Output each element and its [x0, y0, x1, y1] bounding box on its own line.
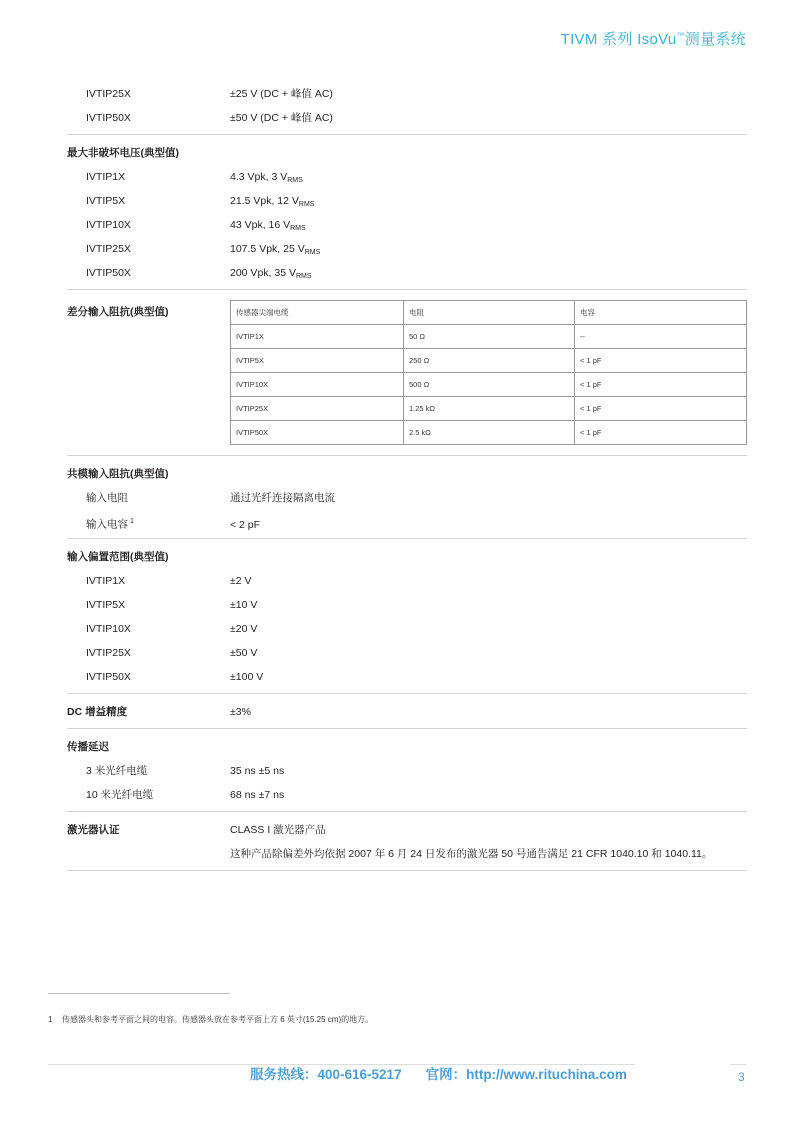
footnote	[48, 1014, 373, 1025]
column-header: 传感器尖端电缆	[231, 301, 404, 325]
spec-row	[67, 569, 747, 593]
spec-row	[67, 189, 747, 213]
table-cell: 500 Ω	[404, 373, 575, 397]
table-row	[231, 373, 747, 397]
row-value: ±20 V	[230, 623, 258, 635]
table-row	[231, 325, 747, 349]
table-cell: IVTIP25X	[231, 397, 404, 421]
row-label: IVTIP5X	[86, 599, 126, 611]
row-label: IVTIP10X	[86, 219, 131, 231]
footer-website-link[interactable]: 官网：http://www.rituchina.com	[425, 1067, 627, 1082]
section-title: 输入偏置范围(典型值)	[67, 551, 169, 563]
spec-row	[67, 486, 747, 510]
footnote-ref: 1	[130, 518, 134, 525]
row-label: 10 米光纤电缆	[86, 789, 154, 801]
spec-row	[67, 759, 747, 783]
table-header-row	[231, 301, 747, 325]
footer-divider-short	[730, 1064, 746, 1065]
spec-row	[67, 665, 747, 689]
spec-row	[67, 510, 747, 534]
row-label: IVTIP10X	[86, 623, 131, 635]
section-title: 差分输入阻抗(典型值)	[67, 306, 169, 318]
row-value: 4.3 Vpk, 3 $V_{RMS}$	[230, 171, 303, 184]
row-value: 21.5 Vpk, 12 $V_{RMS}$	[230, 195, 315, 208]
row-value: ±50 V	[230, 647, 258, 659]
spec-row	[67, 593, 747, 617]
table-cell: IVTIP10X	[231, 373, 404, 397]
table-cell: IVTIP50X	[231, 421, 404, 445]
trademark-mark: ™	[676, 31, 685, 40]
spec-row	[67, 106, 747, 130]
row-value: CLASS I 激光器产品	[230, 824, 326, 836]
page-header	[561, 28, 746, 49]
spec-row	[67, 783, 747, 807]
section-title: 最大非破坏电压(典型值)	[67, 147, 179, 159]
column-header: 电容	[575, 301, 747, 325]
common-impedance-section	[67, 456, 747, 539]
row-label: IVTIP1X	[86, 575, 126, 587]
row-value: ±50 V (DC + 峰值 AC)	[230, 112, 333, 124]
page-number: 3	[738, 1070, 745, 1084]
table-cell: 250 Ω	[404, 349, 575, 373]
diff-impedance-section	[67, 290, 747, 456]
table-cell: 2.5 kΩ	[404, 421, 575, 445]
input-range-section	[67, 82, 747, 135]
spec-row	[67, 641, 747, 665]
spec-table	[67, 82, 747, 871]
row-value: 107.5 Vpk, 25 $V_{RMS}$	[230, 243, 321, 256]
row-label: 输入电容 $^1$	[86, 518, 134, 531]
row-value: 35 ns ±5 ns	[230, 765, 285, 777]
table-cell: --	[575, 325, 747, 349]
laser-section	[67, 812, 747, 871]
row-value: 43 Vpk, 16 $V_{RMS}$	[230, 219, 306, 232]
row-label: IVTIP50X	[86, 671, 131, 683]
footer-contact	[250, 1063, 651, 1083]
row-label: IVTIP1X	[86, 171, 126, 183]
spec-row	[67, 818, 747, 842]
table-cell: 1.25 kΩ	[404, 397, 575, 421]
table-cell: < 1 pF	[575, 397, 747, 421]
footnote-text: 传感器头和参考平面之间的电容。传感器头放在参考平面上方 6 英寸(15.25 cm)的地方。	[62, 1015, 374, 1024]
table-cell: < 1 pF	[575, 349, 747, 373]
row-label: IVTIP25X	[86, 647, 131, 659]
footer-phone: 服务热线：400-616-5217	[250, 1067, 402, 1082]
table-row	[231, 397, 747, 421]
max-nondestruct-section	[67, 135, 747, 290]
propagation-section	[67, 729, 747, 812]
row-label: IVTIP50X	[86, 112, 131, 124]
row-label: DC 增益精度	[67, 706, 128, 718]
table-cell: IVTIP1X	[231, 325, 404, 349]
row-value: ±3%	[230, 706, 251, 718]
row-value: < 2 pF	[230, 518, 261, 531]
spec-row	[67, 82, 747, 106]
table-cell: < 1 pF	[575, 421, 747, 445]
spec-row	[67, 842, 747, 866]
table-cell: IVTIP5X	[231, 349, 404, 373]
row-value: ±100 V	[230, 671, 264, 683]
offset-range-section	[67, 539, 747, 694]
table-cell: 50 Ω	[404, 325, 575, 349]
row-value: ±10 V	[230, 599, 258, 611]
header-title: TIVM 系列 IsoVu	[560, 31, 677, 48]
section-title: 共模输入阻抗(典型值)	[67, 468, 169, 480]
row-label: 输入电阻	[86, 492, 128, 504]
impedance-table	[230, 300, 747, 445]
row-value: 这种产品除偏差外均依据 2007 年 6 月 24 日发布的激光器 50 号通告满足 21 CFR 1040.10 和 1040.11。	[230, 848, 713, 860]
dc-gain-section	[67, 694, 747, 729]
spec-row	[67, 165, 747, 189]
table-row	[231, 349, 747, 373]
spec-row	[67, 700, 747, 724]
column-header: 电阻	[404, 301, 575, 325]
row-label: IVTIP50X	[86, 267, 131, 279]
row-value: 200 Vpk, 35 $V_{RMS}$	[230, 267, 312, 280]
section-title: 传播延迟	[67, 741, 109, 753]
header-title-suffix: 测量系统	[684, 31, 746, 48]
table-cell: < 1 pF	[575, 373, 747, 397]
footnote-divider	[48, 993, 230, 994]
spec-row	[67, 261, 747, 285]
row-label: 激光器认证	[67, 824, 120, 836]
row-value: 68 ns ±7 ns	[230, 789, 285, 801]
spec-row	[67, 617, 747, 641]
row-label: IVTIP25X	[86, 88, 131, 100]
row-value: 通过光纤连接隔离电流	[230, 492, 335, 504]
table-row	[231, 421, 747, 445]
row-label: 3 米光纤电缆	[86, 765, 148, 777]
row-value: ±2 V	[230, 575, 252, 587]
spec-row	[67, 213, 747, 237]
footnote-number: 1	[48, 1015, 53, 1024]
row-label: IVTIP25X	[86, 243, 131, 255]
row-value: ±25 V (DC + 峰值 AC)	[230, 88, 333, 100]
spec-row	[67, 237, 747, 261]
row-label: IVTIP5X	[86, 195, 126, 207]
